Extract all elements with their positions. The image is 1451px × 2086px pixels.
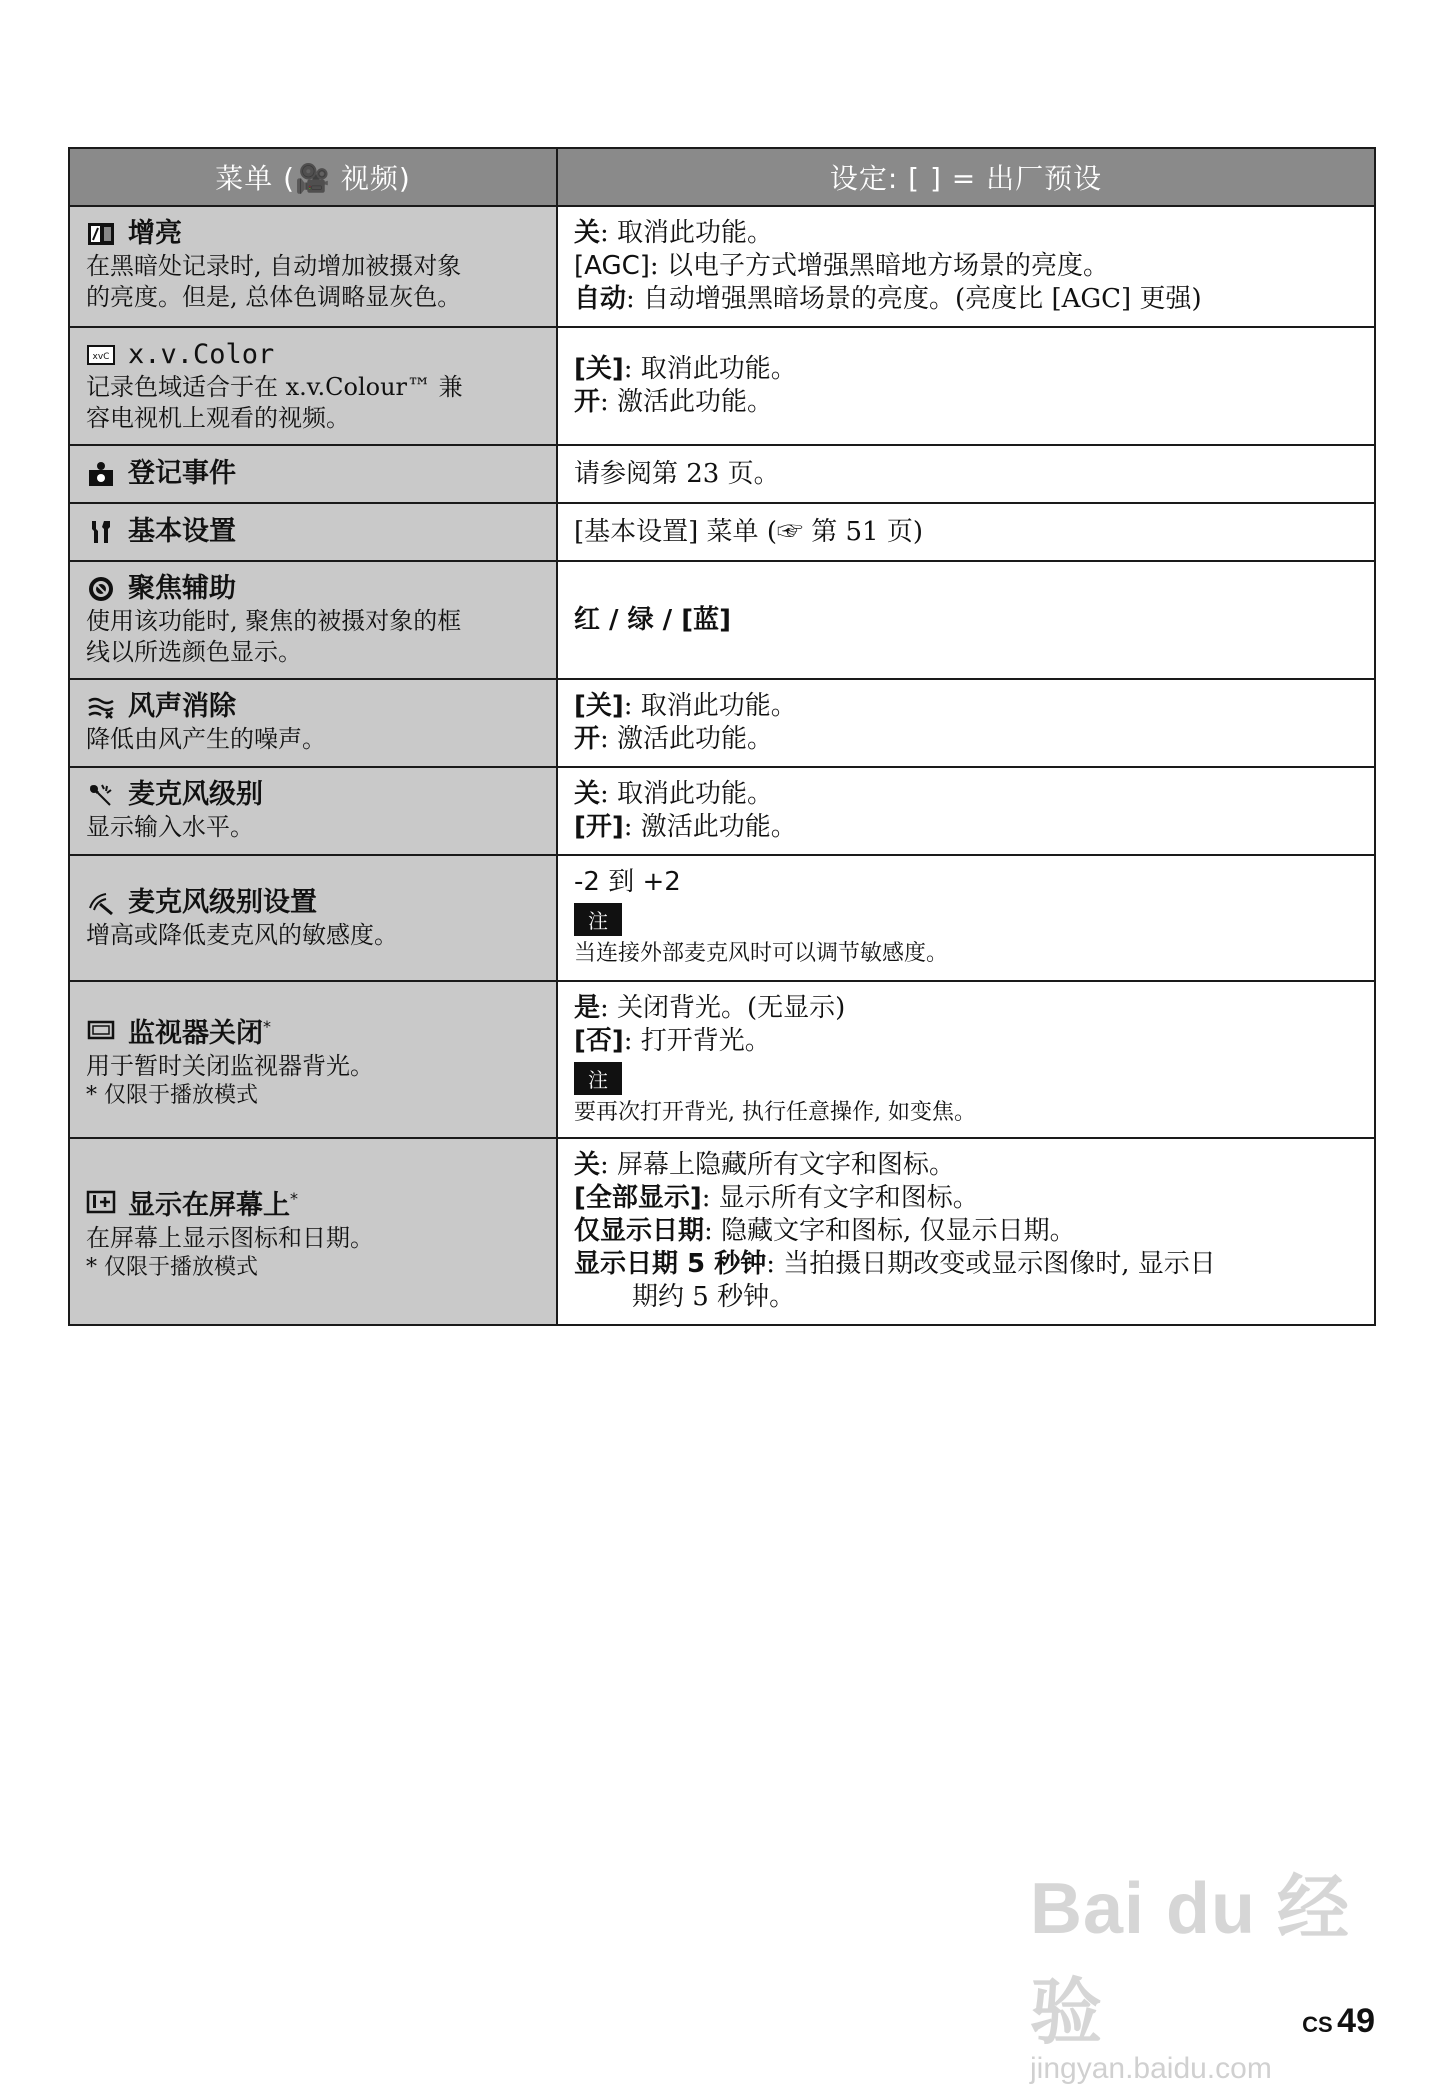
item-desc-line: 用于暂时关闭监视器背光。 xyxy=(86,1051,374,1080)
row-item-cell xyxy=(69,561,557,679)
event-register-icon xyxy=(86,459,116,489)
row-item-cell xyxy=(69,445,557,503)
row-value-cell xyxy=(557,445,1375,503)
row-item-cell xyxy=(69,767,557,855)
item-desc-line: 的亮度。但是, 总体色调略显灰色。 xyxy=(86,283,462,311)
item-title: 麦克风级别设置 xyxy=(128,886,317,918)
table-header-row xyxy=(69,148,1375,206)
table-row xyxy=(69,767,1375,855)
note-badge: 注 xyxy=(574,903,622,936)
note-text: 要再次打开背光, 执行任意操作, 如变焦。 xyxy=(574,1100,976,1125)
item-title: 监视器关闭* xyxy=(128,1016,271,1049)
table-row xyxy=(69,503,1375,561)
row-item-cell xyxy=(69,855,557,981)
item-title: 基本设置 xyxy=(128,516,236,547)
option-line: [AGC]: 以电子方式增强黑暗地方场景的亮度。 xyxy=(574,251,1109,281)
option-line: 开: 激活此功能。 xyxy=(574,724,774,754)
option-line: [开]: 激活此功能。 xyxy=(574,812,797,842)
row-value-cell xyxy=(557,767,1375,855)
footnote: * 仅限于播放模式 xyxy=(86,1082,258,1108)
page-prefix: CS xyxy=(1302,2012,1333,2037)
item-title: 麦克风级别 xyxy=(128,779,263,810)
option-line: [关]: 取消此功能。 xyxy=(574,354,797,384)
row-value-cell xyxy=(557,1138,1375,1325)
option-line: 仅显示日期: 隐藏文字和图标, 仅显示日期。 xyxy=(574,1216,1076,1246)
option-value: 请参阅第 23 页。 xyxy=(574,458,780,489)
header-settings-default: 设定: [ ] = 出厂预设 xyxy=(557,148,1375,206)
page-number xyxy=(1302,2002,1375,2041)
item-desc-line: 增高或降低麦克风的敏感度。 xyxy=(86,920,398,949)
wind-cut-icon xyxy=(86,692,116,722)
row-item-cell xyxy=(69,503,557,561)
item-title: 增亮 xyxy=(128,218,182,249)
option-line: [关]: 取消此功能。 xyxy=(574,691,797,721)
item-desc-line: 记录色域适合于在 x.v.Colour™ 兼 xyxy=(86,373,463,401)
footnote: * 仅限于播放模式 xyxy=(86,1254,258,1280)
row-value-cell xyxy=(557,679,1375,767)
option-value: [基本设置] 菜单 (☞ 第 51 页) xyxy=(574,516,923,547)
item-title: x.v.Color xyxy=(128,339,275,370)
table-row xyxy=(69,561,1375,679)
item-desc-line: 在屏幕上显示图标和日期。 xyxy=(86,1223,374,1252)
watermark-brand: Bai du 经验 xyxy=(1030,1869,1351,2053)
row-item-cell xyxy=(69,1138,557,1325)
item-desc-line: 使用该功能时, 聚焦的被摄对象的框 xyxy=(86,607,462,635)
mic-level-icon xyxy=(86,780,116,810)
option-line: 自动: 自动增强黑暗场景的亮度。(亮度比 [AGC] 更强) xyxy=(574,284,1202,314)
note-text: 当连接外部麦克风时可以调节敏感度。 xyxy=(574,941,949,966)
option-value: 红 / 绿 / [蓝] xyxy=(574,604,731,635)
xvcolor-icon xyxy=(86,340,116,370)
option-line: 关: 取消此功能。 xyxy=(574,218,774,248)
table-row xyxy=(69,206,1375,327)
table-row xyxy=(69,1138,1375,1325)
display-on-screen-icon xyxy=(86,1187,116,1217)
focus-assist-icon xyxy=(86,574,116,604)
row-item-cell xyxy=(69,327,557,445)
item-title: 聚焦辅助 xyxy=(128,573,236,604)
page-number-value: 49 xyxy=(1337,2002,1375,2040)
table-row xyxy=(69,327,1375,445)
monitor-off-icon xyxy=(86,1015,116,1045)
watermark-url: jingyan.baidu.com xyxy=(1030,2052,1272,2085)
brightness-icon xyxy=(86,219,116,249)
row-value-cell xyxy=(557,855,1375,981)
row-value-cell xyxy=(557,561,1375,679)
option-line: 显示日期 5 秒钟: 当拍摄日期改变或显示图像时, 显示日 xyxy=(574,1249,1216,1279)
option-line: 关: 取消此功能。 xyxy=(574,779,774,809)
table-row xyxy=(69,679,1375,767)
item-desc-line: 线以所选颜色显示。 xyxy=(86,638,302,666)
row-value-cell xyxy=(557,206,1375,327)
item-desc-line: 在黑暗处记录时, 自动增加被摄对象 xyxy=(86,252,462,280)
option-line: [否]: 打开背光。 xyxy=(574,1026,771,1056)
option-line: [全部显示]: 显示所有文字和图标。 xyxy=(574,1183,979,1213)
item-title: 风声消除 xyxy=(128,691,236,722)
menu-settings-table xyxy=(68,147,1376,1326)
row-value-cell xyxy=(557,327,1375,445)
row-item-cell xyxy=(69,206,557,327)
table-row xyxy=(69,981,1375,1138)
item-desc-line: 显示输入水平。 xyxy=(86,813,254,841)
row-value-cell xyxy=(557,503,1375,561)
row-value-cell xyxy=(557,981,1375,1138)
item-title: 显示在屏幕上* xyxy=(128,1188,298,1221)
table-row xyxy=(69,855,1375,981)
note-badge: 注 xyxy=(574,1062,622,1095)
basic-settings-icon xyxy=(86,517,116,547)
mic-level-setting-icon xyxy=(86,888,116,918)
item-desc-line: 降低由风产生的噪声。 xyxy=(86,725,326,753)
option-line: 关: 屏幕上隐藏所有文字和图标。 xyxy=(574,1150,956,1180)
table-row xyxy=(69,445,1375,503)
item-title: 登记事件 xyxy=(128,458,236,489)
item-desc-line: 容电视机上观看的视频。 xyxy=(86,404,350,432)
row-item-cell xyxy=(69,981,557,1138)
option-range: -2 到 +2 xyxy=(574,867,681,897)
header-menu-video: 菜单 (🎥 视频) xyxy=(69,148,557,206)
svg-text:xvC: xvC xyxy=(92,352,110,362)
option-continuation: 期约 5 秒钟。 xyxy=(632,1282,796,1312)
option-line: 开: 激活此功能。 xyxy=(574,387,774,417)
option-line: 是: 关闭背光。(无显示) xyxy=(574,993,846,1023)
row-item-cell xyxy=(69,679,557,767)
